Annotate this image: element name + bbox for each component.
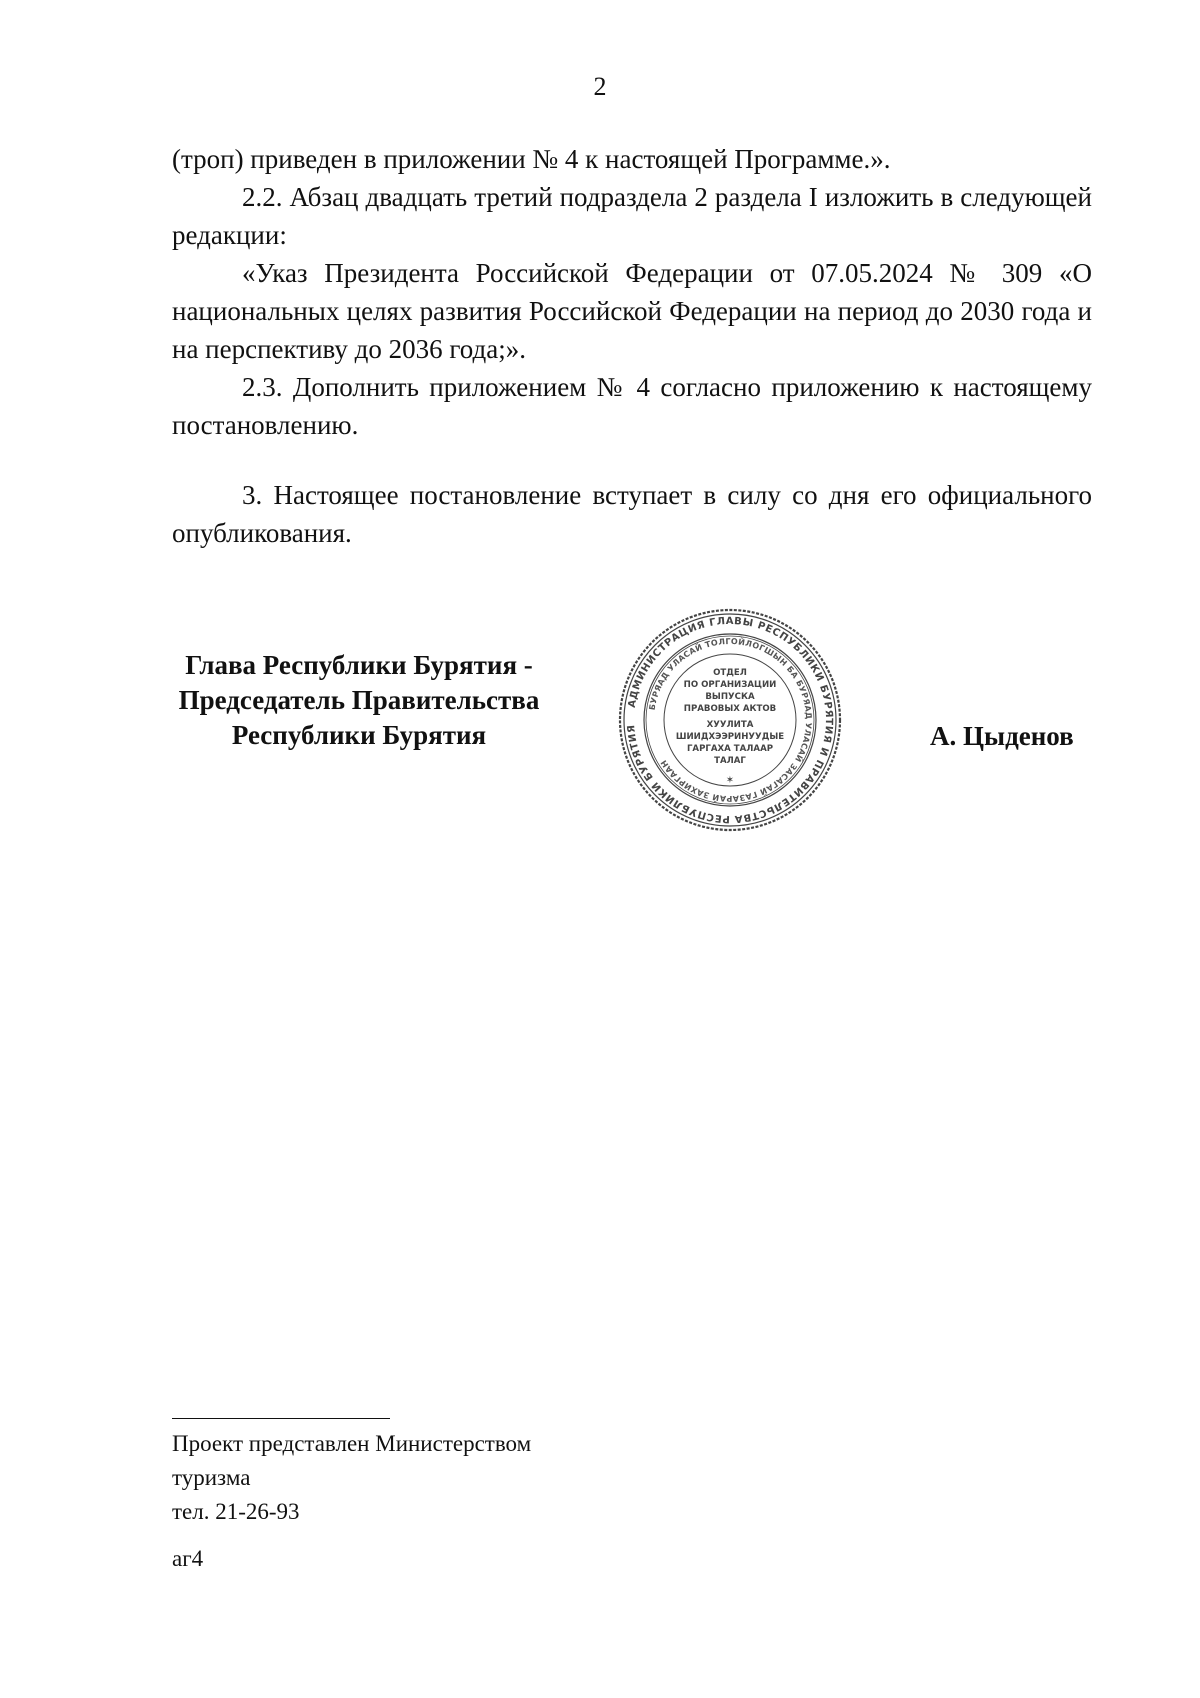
footnote-divider <box>172 1418 390 1419</box>
footnote-line: Проект представлен Министерством <box>172 1431 532 1456</box>
seal-center-line: ПО ОРГАНИЗАЦИИ <box>683 680 777 690</box>
signer-title-line: Республики Бурятия <box>231 720 487 750</box>
footnote-line: туризма <box>172 1465 251 1490</box>
paragraph-3: 3. Настоящее постановление вступает в силу со дня его официального опубликования. <box>172 480 1092 548</box>
paragraph-2-3: 2.3. Дополнить приложением № 4 согласно приложению к настоящему постановлению. <box>172 372 1092 440</box>
paragraph-quote-decree: «Указ Президента Российской Федерации от 07.05.2024 № 309 «О национальных целях развития Российской Федерации на период до 2030 года и на перспективу до 2036 года;». <box>172 258 1092 364</box>
seal-center-line: ОТДЕЛ <box>713 668 747 678</box>
signer-title-line: Глава Республики Бурятия - <box>185 650 533 680</box>
footnote <box>172 1427 592 1529</box>
signer-title <box>150 648 568 753</box>
signer-title-line: Председатель Правительства <box>178 685 540 715</box>
seal-center-line: ТАЛАГ <box>714 756 746 766</box>
seal-star-icon: ✶ <box>725 775 735 786</box>
seal-center-line: ШИИДХЭЭРИНУУДЫЕ <box>675 732 785 742</box>
seal-center-line: ПРАВОВЫХ АКТОВ <box>683 704 777 714</box>
paragraph-2-2: 2.2. Абзац двадцать третий подраздела 2 раздела I изложить в следующей редакции: <box>172 182 1092 250</box>
seal-center-line: ВЫПУСКА <box>705 692 755 702</box>
official-seal <box>615 605 845 835</box>
signer-name: А. Цыденов <box>930 721 1074 751</box>
seal-center-line: ГАРГАХА ТАЛААР <box>686 744 774 754</box>
seal-outer-text: АДМИНИСТРАЦИЯ ГЛАВЫ РЕСПУБЛИКИ БУРЯТИЯ И ПРАВИТЕЛЬСТВА РЕСПУБЛИКИ БУРЯТИЯ <box>626 615 835 825</box>
document-code: аг4 <box>172 1546 204 1571</box>
document-body <box>172 140 1092 552</box>
paragraph-continuation: (троп) приведен в приложении № 4 к настоящей Программе.». <box>172 144 891 174</box>
footnote-phone: тел. 21-26-93 <box>172 1499 300 1524</box>
seal-inner-text: БУРЯАД УЛАСАЙ ТОЛГОЙЛОГШЫН БА БУРЯАД УЛАСАЙ ЗАСАГАЙ ГАЗАРАЙ ЗАХИРГААН <box>647 636 814 804</box>
page-number: 2 <box>593 72 607 101</box>
seal-center-line: ХУУЛИТА <box>706 720 754 730</box>
